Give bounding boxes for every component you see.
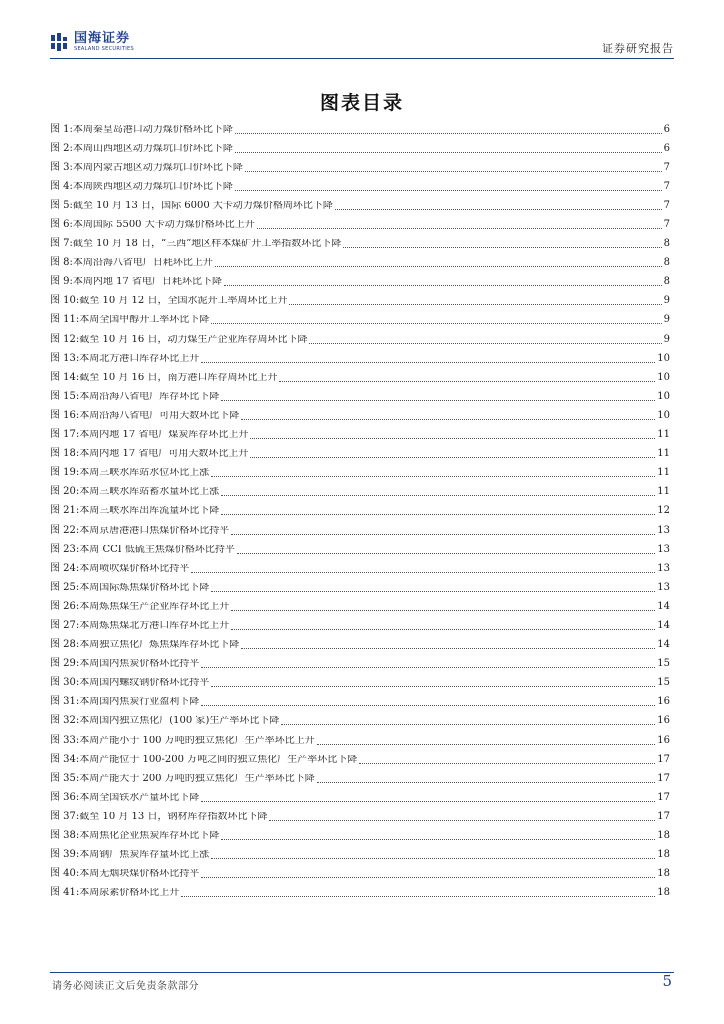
toc-entry[interactable] (50, 731, 670, 750)
toc-entry[interactable] (50, 597, 670, 616)
toc-leader-dots (221, 832, 655, 840)
figure-list (50, 120, 670, 903)
toc-leader-dots (231, 527, 655, 535)
toc-leader-dots (221, 488, 655, 496)
toc-caption: 本周三峡水库站水位环比上涨 (79, 468, 210, 479)
toc-page-number: 18 (657, 830, 670, 842)
toc-leader-dots (211, 316, 661, 324)
toc-caption: 本周无烟块煤价格环比持平 (79, 869, 200, 880)
toc-entry[interactable] (50, 254, 670, 273)
toc-page-number: 7 (663, 199, 670, 211)
toc-figure-number: 图 5: (50, 199, 73, 211)
toc-figure-number: 图 39: (50, 849, 80, 861)
toc-entry[interactable] (50, 846, 670, 865)
toc-figure-number: 图 26: (50, 600, 80, 612)
toc-page-number: 14 (657, 619, 670, 631)
toc-page-number: 11 (657, 448, 670, 460)
page-header (50, 28, 674, 58)
toc-leader-dots (181, 889, 655, 897)
toc-page-number: 7 (663, 219, 670, 231)
toc-leader-dots (224, 278, 662, 286)
toc-page-number: 11 (657, 486, 670, 498)
toc-caption: 本周产能小于 100 万吨的独立焦化厂生产率环比上升 (79, 735, 315, 746)
toc-leader-dots (211, 584, 655, 592)
toc-caption: 本周独立焦化厂炼焦煤库存环比下降 (79, 640, 240, 651)
toc-leader-dots (281, 717, 655, 725)
toc-page-number: 7 (663, 161, 670, 173)
toc-caption: 本周产能位于 100-200 万吨之间的独立焦化厂生产率环比下降 (79, 754, 358, 765)
toc-caption: 本周 CCI 低硫主焦煤价格环比持平 (79, 544, 235, 555)
toc-entry[interactable] (50, 826, 670, 845)
toc-caption: 本周内地 17 省电厂可用天数环比上升 (79, 449, 249, 460)
toc-caption: 本周国内独立焦化厂(100 家)生产率环比下降 (79, 716, 280, 727)
toc-caption: 本周钢厂焦炭库存量环比上涨 (79, 850, 210, 861)
toc-entry[interactable] (50, 655, 670, 674)
sealand-logo-icon (50, 32, 70, 52)
toc-figure-number: 图 7: (50, 238, 73, 250)
toc-leader-dots (309, 336, 661, 344)
toc-figure-number: 图 22: (50, 524, 80, 536)
toc-figure-number: 图 40: (50, 868, 80, 880)
toc-entry[interactable] (50, 215, 670, 234)
toc-page-number: 11 (657, 429, 670, 441)
toc-leader-dots (250, 431, 655, 439)
toc-entry[interactable] (50, 636, 670, 655)
toc-page-number: 9 (663, 333, 670, 345)
toc-caption: 本周炼焦煤生产企业库存环比上升 (79, 601, 230, 612)
toc-page-number: 15 (657, 658, 670, 670)
toc-leader-dots (201, 870, 655, 878)
toc-entry[interactable] (50, 368, 670, 387)
toc-caption: 本周国内螺纹钢价格环比持平 (79, 678, 210, 689)
toc-entry[interactable] (50, 693, 670, 712)
toc-figure-number: 图 12: (50, 333, 80, 345)
toc-figure-number: 图 14: (50, 371, 80, 383)
toc-page-number: 12 (657, 505, 670, 517)
toc-caption: 本周内蒙古地区动力煤坑口价环比下降 (72, 162, 243, 173)
page-number: 5 (662, 972, 672, 990)
logo-chinese-name: 国海证券 (74, 31, 131, 46)
toc-figure-number: 图 41: (50, 887, 80, 899)
toc-page-number: 8 (663, 257, 670, 269)
toc-figure-number: 图 32: (50, 715, 80, 727)
toc-caption: 本周三峡水库站蓄水量环比上涨 (79, 487, 220, 498)
header-divider (50, 58, 674, 59)
toc-entry[interactable] (50, 750, 670, 769)
toc-figure-number: 图 1: (50, 123, 73, 135)
toc-caption: 截至 10 月 13 日，钢材库存指数环比下降 (79, 811, 268, 822)
toc-entry[interactable] (50, 807, 670, 826)
toc-leader-dots (201, 355, 655, 363)
toc-leader-dots (235, 145, 662, 153)
toc-page-number: 17 (657, 772, 670, 784)
toc-caption: 本周全国甲醇开工率环比下降 (79, 315, 210, 326)
toc-page-number: 11 (657, 467, 670, 479)
toc-page-number: 8 (663, 238, 670, 250)
toc-leader-dots (250, 450, 655, 458)
toc-page-number: 17 (657, 810, 670, 822)
toc-entry[interactable] (50, 177, 670, 196)
toc-figure-number: 图 13: (50, 352, 80, 364)
logo-english-name: SEALAND SECURITIES (74, 46, 134, 52)
toc-figure-number: 图 28: (50, 639, 80, 651)
toc-entry[interactable] (50, 483, 670, 502)
toc-page-number: 10 (657, 390, 670, 402)
toc-page-number: 6 (663, 123, 670, 135)
toc-figure-number: 图 36: (50, 791, 80, 803)
toc-figure-number: 图 2: (50, 142, 73, 154)
toc-figure-number: 图 11: (50, 314, 80, 326)
toc-figure-number: 图 33: (50, 734, 80, 746)
toc-leader-dots (317, 775, 656, 783)
toc-page-number: 10 (657, 352, 670, 364)
toc-caption: 本周国际炼焦煤价格环比下降 (79, 582, 210, 593)
toc-caption: 本周北方港口库存环比上升 (79, 353, 200, 364)
toc-caption: 本周尿素价格环比上升 (79, 888, 180, 899)
toc-figure-number: 图 20: (50, 486, 80, 498)
toc-leader-dots (289, 297, 661, 305)
toc-entry[interactable] (50, 387, 670, 406)
toc-page-number: 10 (657, 371, 670, 383)
toc-caption: 本周喷吹煤价格环比持平 (79, 563, 190, 574)
toc-caption: 本周沿海八省电厂库存环比下降 (79, 391, 220, 402)
toc-leader-dots (245, 164, 662, 172)
toc-caption: 本周陕西地区动力煤坑口价环比下降 (72, 181, 233, 192)
toc-entry[interactable] (50, 521, 670, 540)
toc-page-number: 13 (657, 581, 670, 593)
toc-leader-dots (279, 374, 655, 382)
toc-figure-number: 图 18: (50, 448, 80, 460)
toc-leader-dots (211, 469, 655, 477)
toc-entry[interactable] (50, 445, 670, 464)
toc-caption: 本周国内焦炭行业盈利下降 (79, 697, 200, 708)
toc-leader-dots (317, 737, 656, 745)
toc-caption: 截至 10 月 13 日，国际 6000 大卡动力煤价格周环比下降 (72, 200, 333, 211)
toc-entry[interactable] (50, 712, 670, 731)
toc-caption: 本周国际 5500 大卡动力煤价格环比上升 (72, 220, 255, 231)
toc-figure-number: 图 29: (50, 658, 80, 670)
toc-page-number: 13 (657, 524, 670, 536)
toc-leader-dots (231, 622, 655, 630)
toc-entry[interactable] (50, 788, 670, 807)
toc-page-number: 14 (657, 600, 670, 612)
toc-leader-dots (241, 641, 655, 649)
toc-page-number: 10 (657, 409, 670, 421)
toc-leader-dots (201, 698, 655, 706)
toc-page-number: 7 (663, 180, 670, 192)
toc-figure-number: 图 4: (50, 180, 73, 192)
toc-caption: 本周内地 17 省电厂日耗环比下降 (72, 277, 223, 288)
toc-figure-number: 图 25: (50, 581, 80, 593)
toc-leader-dots (235, 183, 662, 191)
toc-caption: 本周国内焦炭价格环比持平 (79, 659, 200, 670)
toc-page-number: 16 (657, 715, 670, 727)
toc-figure-number: 图 38: (50, 830, 80, 842)
toc-entry[interactable] (50, 865, 670, 884)
toc-figure-number: 图 10: (50, 295, 80, 307)
report-type-label: 证券研究报告 (602, 42, 674, 55)
toc-figure-number: 图 30: (50, 677, 80, 689)
toc-figure-number: 图 3: (50, 161, 73, 173)
toc-page-number: 6 (663, 142, 670, 154)
toc-leader-dots (215, 259, 662, 267)
toc-leader-dots (343, 240, 661, 248)
toc-caption: 截至 10 月 12 日，全国水泥开工率周环比上升 (79, 296, 288, 307)
toc-figure-number: 图 6: (50, 219, 73, 231)
toc-figure-number: 图 27: (50, 619, 80, 631)
toc-entry[interactable] (50, 426, 670, 445)
toc-entry[interactable] (50, 349, 670, 368)
toc-entry[interactable] (50, 158, 670, 177)
toc-figure-number: 图 8: (50, 257, 73, 269)
toc-page-number: 13 (657, 543, 670, 555)
toc-page-number: 18 (657, 868, 670, 880)
toc-figure-number: 图 21: (50, 505, 80, 517)
toc-figure-number: 图 37: (50, 810, 80, 822)
toc-page-number: 8 (663, 276, 670, 288)
toc-caption: 本周产能大于 200 万吨的独立焦化厂生产率环比下降 (79, 773, 315, 784)
toc-leader-dots (335, 202, 662, 210)
toc-leader-dots (201, 794, 655, 802)
toc-caption: 本周内地 17 省电厂煤炭库存环比上升 (79, 430, 249, 441)
toc-figure-number: 图 19: (50, 467, 80, 479)
toc-figure-number: 图 9: (50, 276, 73, 288)
toc-page-number: 18 (657, 849, 670, 861)
toc-caption: 本周焦化企业焦炭库存环比下降 (79, 831, 220, 842)
toc-leader-dots (211, 679, 655, 687)
toc-figure-number: 图 34: (50, 753, 80, 765)
toc-entry[interactable] (50, 196, 670, 215)
toc-entry[interactable] (50, 292, 670, 311)
toc-page-number: 16 (657, 734, 670, 746)
toc-caption: 本周三峡水库出库流量环比下降 (79, 506, 220, 517)
toc-caption: 截至 10 月 18 日，“三西”地区样本煤矿开工率指数环比下降 (72, 239, 342, 250)
toc-figure-number: 图 16: (50, 409, 80, 421)
toc-entry[interactable] (50, 559, 670, 578)
toc-entry[interactable] (50, 139, 670, 158)
toc-entry[interactable] (50, 502, 670, 521)
footer-divider (50, 972, 674, 973)
toc-figure-number: 图 15: (50, 390, 80, 402)
toc-page-number: 16 (657, 696, 670, 708)
toc-caption: 本周全国铁水产量环比下降 (79, 792, 200, 803)
toc-leader-dots (237, 546, 655, 554)
toc-leader-dots (221, 507, 655, 515)
toc-leader-dots (241, 412, 655, 420)
toc-page-number: 17 (657, 753, 670, 765)
toc-page-number: 15 (657, 677, 670, 689)
toc-leader-dots (231, 603, 655, 611)
disclaimer-note: 请务必阅读正文后免责条款部分 (52, 981, 199, 992)
toc-entry[interactable] (50, 235, 670, 254)
toc-leader-dots (359, 756, 655, 764)
toc-page-number: 18 (657, 887, 670, 899)
toc-figure-number: 图 17: (50, 429, 80, 441)
toc-figure-number: 图 23: (50, 543, 80, 555)
toc-entry[interactable] (50, 311, 670, 330)
toc-leader-dots (211, 851, 655, 859)
toc-entry[interactable] (50, 884, 670, 903)
toc-leader-dots (191, 565, 655, 573)
page-title: 图表目录 (319, 92, 404, 114)
toc-page-number: 14 (657, 639, 670, 651)
toc-figure-number: 图 24: (50, 562, 80, 574)
toc-page-number: 13 (657, 562, 670, 574)
toc-page-number: 17 (657, 791, 670, 803)
toc-caption: 本周沿海八省电厂可用天数环比下降 (79, 410, 240, 421)
toc-entry[interactable] (50, 464, 670, 483)
toc-entry[interactable] (50, 406, 670, 425)
toc-figure-number: 图 35: (50, 772, 80, 784)
toc-page-number: 9 (663, 314, 670, 326)
toc-entry[interactable] (50, 616, 670, 635)
toc-caption: 本周秦皇岛港口动力煤价格环比下降 (72, 124, 233, 135)
toc-caption: 本周炼焦煤北方港口库存环比上升 (79, 620, 230, 631)
toc-caption: 本周山西地区动力煤坑口价环比下降 (72, 143, 233, 154)
toc-entry[interactable] (50, 540, 670, 559)
toc-entry[interactable] (50, 273, 670, 292)
toc-entry[interactable] (50, 120, 670, 139)
toc-caption: 本周京唐港港口焦煤价格环比持平 (79, 525, 230, 536)
toc-caption: 截至 10 月 16 日，动力煤生产企业库存周环比下降 (79, 334, 308, 345)
toc-entry[interactable] (50, 578, 670, 597)
toc-caption: 截至 10 月 16 日，南方港口库存周环比上升 (79, 372, 278, 383)
toc-entry[interactable] (50, 674, 670, 693)
toc-caption: 本周沿海八省电厂日耗环比上升 (72, 258, 213, 269)
toc-leader-dots (269, 813, 655, 821)
toc-leader-dots (221, 393, 655, 401)
toc-entry[interactable] (50, 769, 670, 788)
toc-figure-number: 图 31: (50, 696, 80, 708)
toc-leader-dots (235, 126, 662, 134)
company-logo (50, 30, 134, 54)
toc-leader-dots (201, 660, 655, 668)
toc-entry[interactable] (50, 330, 670, 349)
toc-leader-dots (257, 221, 662, 229)
toc-page-number: 9 (663, 295, 670, 307)
